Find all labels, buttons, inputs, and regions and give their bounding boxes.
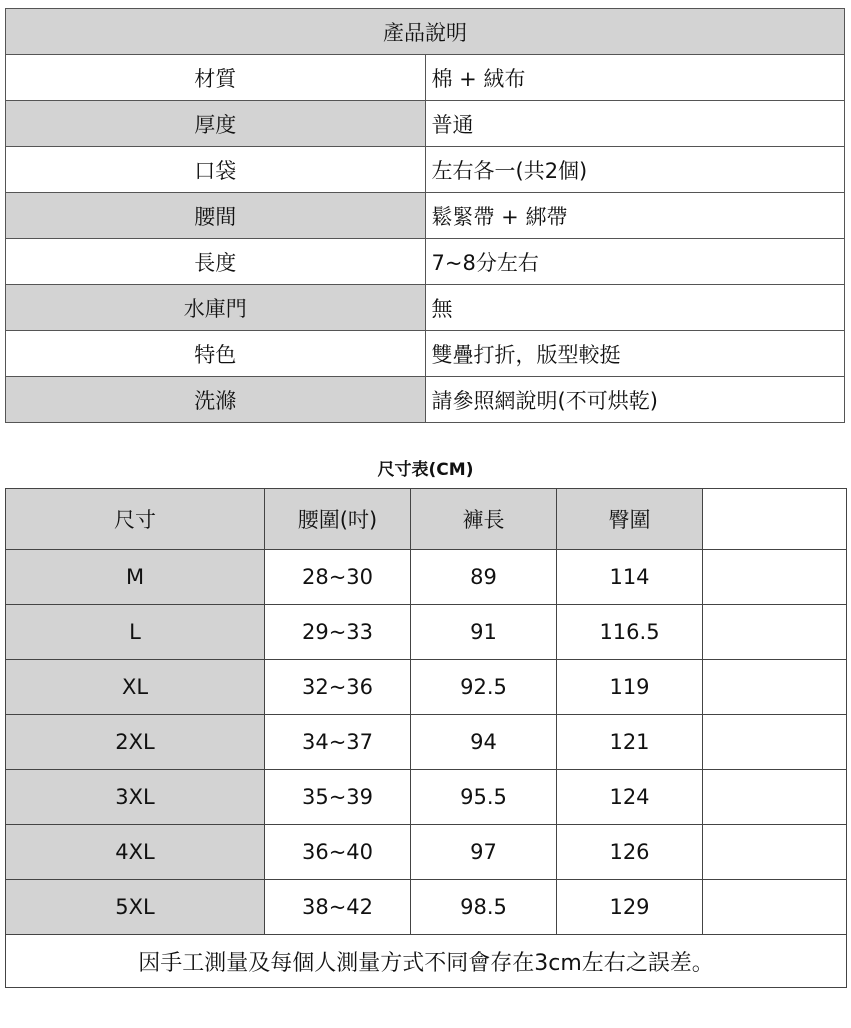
header-hip: 臀圍 [557,489,703,550]
product-spec-table [5,8,845,423]
spec-row [6,285,845,331]
size-row [6,880,847,935]
spec-label: 口袋 [6,147,426,193]
blank-cell [703,880,847,935]
size-label: 3XL [6,770,265,825]
size-label: M [6,550,265,605]
note-row [6,935,847,988]
spec-label: 腰間 [6,193,426,239]
spec-label: 長度 [6,239,426,285]
spec-label: 洗滌 [6,377,426,423]
spec-row [6,239,845,285]
hip-value: 129 [557,880,703,935]
spec-row [6,101,845,147]
waist-value: 38~42 [265,880,411,935]
spec-value: 雙疊打折，版型較挺 [425,331,845,377]
waist-value: 34~37 [265,715,411,770]
length-value: 91 [411,605,557,660]
size-header-row [6,489,847,550]
size-row [6,715,847,770]
spec-row [6,331,845,377]
length-value: 95.5 [411,770,557,825]
hip-value: 124 [557,770,703,825]
waist-value: 32~36 [265,660,411,715]
size-row [6,550,847,605]
header-length: 褲長 [411,489,557,550]
spec-value: 請參照網說明(不可烘乾) [425,377,845,423]
size-chart-title: 尺寸表(CM) [377,460,474,480]
blank-cell [703,770,847,825]
blank-cell [703,825,847,880]
size-row [6,770,847,825]
header-blank [703,489,847,550]
size-label: XL [6,660,265,715]
hip-value: 126 [557,825,703,880]
blank-cell [703,550,847,605]
hip-value: 116.5 [557,605,703,660]
spec-label: 厚度 [6,101,426,147]
spec-row [6,55,845,101]
hip-value: 119 [557,660,703,715]
length-value: 97 [411,825,557,880]
hip-value: 114 [557,550,703,605]
blank-cell [703,605,847,660]
spec-label: 材質 [6,55,426,101]
header-size: 尺寸 [6,489,265,550]
size-label: 5XL [6,880,265,935]
waist-value: 35~39 [265,770,411,825]
waist-value: 36~40 [265,825,411,880]
spec-row [6,147,845,193]
measurement-note: 因手工測量及每個人測量方式不同會存在3cm左右之誤差。 [6,935,847,988]
spec-title: 產品說明 [6,9,845,55]
size-row [6,825,847,880]
waist-value: 28~30 [265,550,411,605]
length-value: 94 [411,715,557,770]
length-value: 89 [411,550,557,605]
spec-value: 普通 [425,101,845,147]
size-chart-table [5,488,847,988]
spec-value: 7~8分左右 [425,239,845,285]
waist-value: 29~33 [265,605,411,660]
size-row [6,605,847,660]
spec-label: 水庫門 [6,285,426,331]
length-value: 98.5 [411,880,557,935]
size-label: 2XL [6,715,265,770]
spec-value: 無 [425,285,845,331]
spec-value: 左右各一(共2個) [425,147,845,193]
spec-value: 鬆緊帶 + 綁帶 [425,193,845,239]
hip-value: 121 [557,715,703,770]
spec-row [6,193,845,239]
size-label: 4XL [6,825,265,880]
spec-value: 棉 + 絨布 [425,55,845,101]
length-value: 92.5 [411,660,557,715]
blank-cell [703,660,847,715]
spec-label: 特色 [6,331,426,377]
size-row [6,660,847,715]
blank-cell [703,715,847,770]
header-waist: 腰圍(吋) [265,489,411,550]
size-label: L [6,605,265,660]
spec-row [6,377,845,423]
